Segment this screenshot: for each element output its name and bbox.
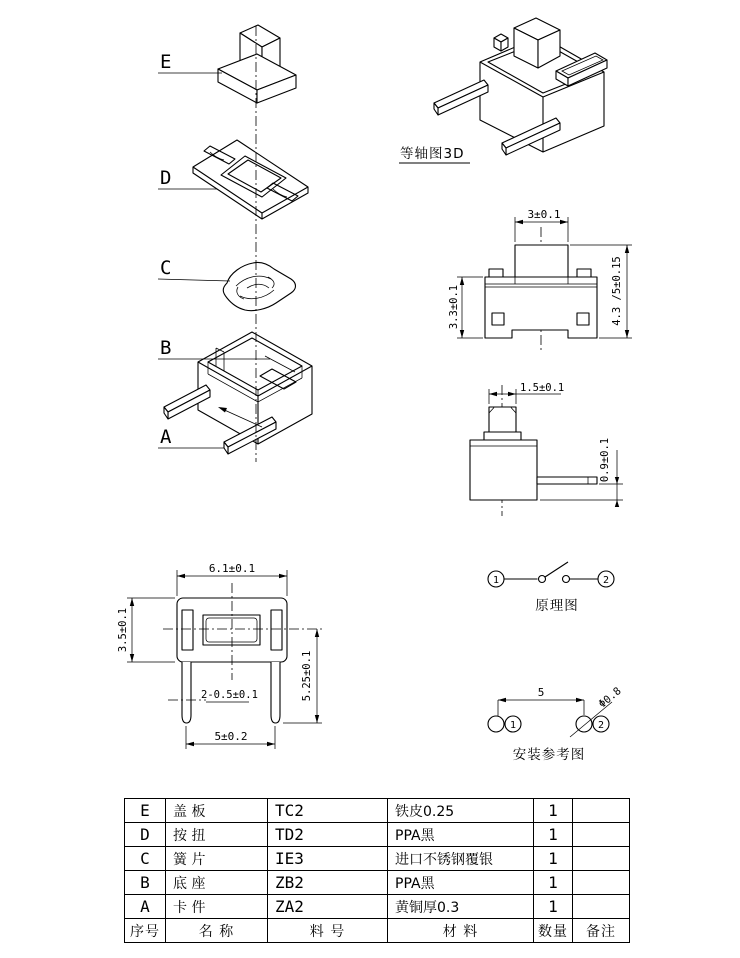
plan-dim-right: [283, 629, 322, 723]
row-note: [573, 799, 630, 823]
part-e-drawing: [218, 25, 296, 103]
label-b: B: [160, 337, 172, 359]
svg-text:6.1±0.1: 6.1±0.1: [208, 562, 256, 575]
row-no: A: [125, 895, 166, 919]
table-header-row: [125, 919, 630, 943]
svg-text:5.25±0.1: 5.25±0.1: [301, 650, 313, 702]
row-note: [573, 895, 630, 919]
row-no: D: [125, 823, 166, 847]
isometric-caption: 等轴图3D: [400, 146, 465, 162]
header-no: 序号: [125, 919, 166, 943]
row-material: 铁皮0.25: [388, 799, 534, 823]
row-part: ZA2: [268, 895, 388, 919]
header-qty: 数量: [534, 919, 573, 943]
label-a: A: [160, 426, 172, 448]
row-name: 按 扭: [166, 823, 268, 847]
row-part: ZB2: [268, 871, 388, 895]
label-d: D: [160, 167, 172, 189]
front-view: [438, 200, 643, 355]
part-d-drawing: [193, 140, 308, 219]
side-body: [470, 407, 597, 500]
schematic-caption: 原理图: [535, 598, 579, 614]
table-row: [125, 823, 630, 847]
table-row: [125, 895, 630, 919]
row-note: [573, 823, 630, 847]
row-material: 进口不锈钢覆银: [388, 847, 534, 871]
table-row: [125, 847, 630, 871]
schematic-circuit: [488, 562, 614, 587]
pad2-label: 2: [597, 720, 605, 731]
front-dim-left: [448, 277, 483, 338]
header-note: 备注: [573, 919, 630, 943]
row-qty: 1: [534, 799, 573, 823]
part-c-drawing: [223, 262, 295, 310]
svg-text:3.3±0.1: 3.3±0.1: [448, 284, 460, 330]
row-part: IE3: [268, 847, 388, 871]
pad1-label: 1: [509, 720, 517, 731]
plan-dim-pitch: [186, 726, 275, 749]
side-dim-right: [540, 438, 623, 507]
mounting-view: [473, 678, 648, 768]
row-name: 卡 件: [166, 895, 268, 919]
side-view: [428, 375, 643, 520]
plan-dim-left: [117, 598, 175, 662]
front-dim-top: [515, 208, 568, 242]
row-note: [573, 871, 630, 895]
row-part: TD2: [268, 823, 388, 847]
exploded-view: [55, 15, 317, 475]
plan-dim-legs: [201, 689, 258, 702]
label-e: E: [160, 51, 172, 73]
row-part: TC2: [268, 799, 388, 823]
svg-text:3±0.1: 3±0.1: [527, 208, 561, 221]
row-note: [573, 847, 630, 871]
row-qty: 1: [534, 847, 573, 871]
row-name: 盖 板: [166, 799, 268, 823]
table-row: [125, 799, 630, 823]
side-dim-top: [489, 382, 564, 404]
bom-table-container: [124, 798, 630, 943]
svg-text:3.5±0.1: 3.5±0.1: [117, 607, 129, 653]
mounting-caption: 安装参考图: [512, 747, 586, 763]
row-no: B: [125, 871, 166, 895]
row-material: 黄铜厚0.3: [388, 895, 534, 919]
header-part: 料 号: [268, 919, 388, 943]
svg-text:5: 5: [537, 686, 545, 699]
label-c: C: [160, 257, 172, 279]
row-no: C: [125, 847, 166, 871]
bottom-view: [103, 553, 338, 758]
header-material: 材 料: [388, 919, 534, 943]
pin2-label: 2: [602, 575, 610, 586]
mounting-dim: [498, 686, 584, 716]
mounting-pads: [488, 685, 624, 737]
svg-text:0.9±0.1: 0.9±0.1: [599, 437, 611, 483]
row-material: PPA黑: [388, 871, 534, 895]
svg-text:2-0.5±0.1: 2-0.5±0.1: [201, 689, 258, 701]
svg-text:5±0.2: 5±0.2: [214, 730, 248, 743]
svg-text:4.3 /5±0.15: 4.3 /5±0.15: [611, 256, 623, 326]
schematic-view: [473, 553, 638, 618]
row-name: 簧 片: [166, 847, 268, 871]
row-qty: 1: [534, 823, 573, 847]
row-material: PPA黑: [388, 823, 534, 847]
bom-table: [124, 798, 630, 943]
row-no: E: [125, 799, 166, 823]
part-b-drawing: [164, 332, 312, 454]
row-qty: 1: [534, 895, 573, 919]
pin1-label: 1: [492, 575, 500, 586]
header-name: 名 称: [166, 919, 268, 943]
svg-text:1.5±0.1: 1.5±0.1: [520, 382, 565, 394]
iso-post: [494, 34, 508, 51]
row-qty: 1: [534, 871, 573, 895]
table-row: [125, 871, 630, 895]
front-body: [485, 245, 597, 338]
isometric-view: [398, 8, 673, 173]
hole-diameter: Φ0.8: [596, 684, 624, 711]
row-name: 底 座: [166, 871, 268, 895]
